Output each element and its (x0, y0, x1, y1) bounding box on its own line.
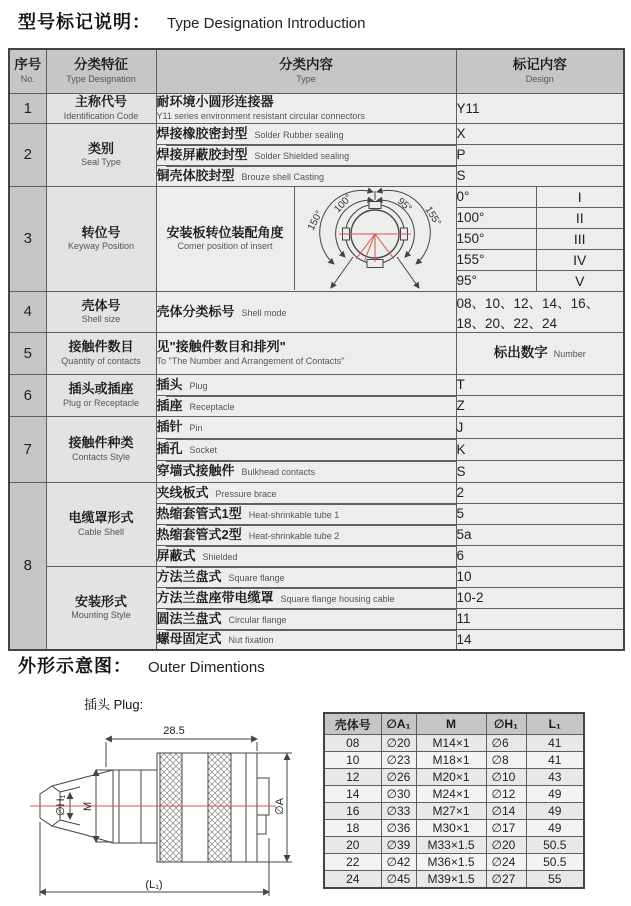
row-4-design: 08、10、12、14、16、 18、20、22、24 (456, 291, 624, 332)
angle-label-150: 150° (305, 208, 326, 233)
outer-dimensions-title (18, 652, 265, 678)
row-2-sub-0-design: X (456, 123, 624, 144)
row-4-feature: 壳体号 Shell size (46, 291, 156, 332)
row-8-g1-sub-2-design: 5a (456, 524, 624, 545)
dim-28-5: 28.5 (163, 725, 185, 737)
col-header-content: 分类内容 Type (156, 49, 456, 93)
row-6-sub-1-design: Z (456, 395, 624, 416)
page-title (18, 8, 365, 34)
dim-l1: (L₁) (145, 879, 163, 891)
row-8-g2-sub-3-design: 14 (456, 629, 624, 650)
dim-header-a1: ∅A₁ (381, 713, 416, 735)
dim-table-cell: 10 (324, 752, 381, 769)
row-1-design: Y11 (456, 93, 624, 123)
dim-table-row (324, 871, 584, 889)
col-header-no (9, 49, 46, 93)
row-3-angle-0: 0° (456, 186, 536, 207)
dim-table-cell: ∅20 (486, 837, 526, 854)
row-7-sub-0-content: 插针 Pin (156, 416, 456, 438)
row-2 (9, 123, 624, 144)
dim-table-cell: 08 (324, 735, 381, 752)
row-7 (9, 416, 624, 438)
row-2-feature: 类别 Seal Type (46, 123, 156, 186)
dim-table-cell: ∅30 (381, 786, 416, 803)
row-1-feature: 主称代号 Identification Code (46, 93, 156, 123)
dim-table-cell: M39×1.5 (416, 871, 486, 889)
row-8-g1-sub-3-content: 屏蔽式 Shielded (156, 545, 456, 566)
col-header-no-zh: 序号 (14, 57, 42, 73)
row-8-g2-sub-1-design: 10-2 (456, 587, 624, 608)
dim-table-cell: M33×1.5 (416, 837, 486, 854)
row-8 (9, 482, 624, 503)
row-8-g2-sub-2-design: 11 (456, 608, 624, 629)
dim-table-cell: M20×1 (416, 769, 486, 786)
label-m: M (82, 801, 94, 811)
dim-header-m: M (416, 713, 486, 735)
dim-table-cell: 43 (526, 769, 584, 786)
dim-table-cell: M14×1 (416, 735, 486, 752)
row-5-no: 5 (9, 332, 46, 374)
angle-label-95: 95° (394, 196, 414, 215)
row-8-g1-sub-1-content: 热缩套管式1型 Heat-shrinkable tube 1 (156, 503, 456, 524)
row-8-no: 8 (9, 482, 46, 650)
dim-table-cell: 49 (526, 786, 584, 803)
row-4 (9, 291, 624, 332)
type-designation-table (8, 48, 625, 651)
dim-table-cell: ∅20 (381, 735, 416, 752)
row-3 (9, 186, 624, 207)
row-7-sub-2-content: 穿墙式接触件 Bulkhead contacts (156, 460, 456, 482)
dim-table-cell: ∅12 (486, 786, 526, 803)
row-7-sub-2-design: S (456, 460, 624, 482)
row-8-g1-sub-0-content: 夹线板式 Pressure brace (156, 482, 456, 503)
dim-table-cell: M30×1 (416, 820, 486, 837)
row-3-angle-4: 95° (456, 270, 536, 291)
dim-table-cell: 18 (324, 820, 381, 837)
label-a: ∅A (274, 798, 286, 815)
row-6 (9, 374, 624, 395)
dim-header-h1: ∅H₁ (486, 713, 526, 735)
dim-table-body (324, 735, 584, 889)
shell-dimensions-table (323, 712, 585, 889)
dim-header-l1: L₁ (526, 713, 584, 735)
row-7-sub-1-content: 插孔 Socket (156, 438, 456, 460)
row-8-g2-sub-3-content: 螺母固定式 Nut fixation (156, 629, 456, 650)
row-5-feature: 接触件数目 Quantity of contacts (46, 332, 156, 374)
page-title-zh: 型号标记说明： (18, 12, 151, 32)
table-header-row (9, 49, 624, 93)
col-header-no-en: No. (20, 74, 35, 85)
outer-title-zh: 外形示意图： (18, 656, 132, 676)
dim-table-row (324, 752, 584, 769)
row-8-g1-sub-0-design: 2 (456, 482, 624, 503)
row-8-g2-sub-0-design: 10 (456, 566, 624, 587)
dim-table-cell: ∅42 (381, 854, 416, 871)
row-7-no: 7 (9, 416, 46, 482)
row-8-g2-sub-2-content: 圆法兰盘式 Circular flange (156, 608, 456, 629)
dim-table-row (324, 735, 584, 752)
dim-table-cell: ∅14 (486, 803, 526, 820)
dim-table-cell: 49 (526, 803, 584, 820)
dim-table-cell: 50.5 (526, 854, 584, 871)
dim-table-cell: ∅36 (381, 820, 416, 837)
dim-table-cell: ∅23 (381, 752, 416, 769)
row-5 (9, 332, 624, 374)
dim-table-cell: ∅10 (486, 769, 526, 786)
dim-table-cell: 55 (526, 871, 584, 889)
row-8-g2-sub-0-content: 方法兰盘式 Square flange (156, 566, 456, 587)
label-h1: ∅H₁ (55, 794, 67, 816)
dim-table-cell: 12 (324, 769, 381, 786)
dim-table-cell: 41 (526, 735, 584, 752)
row-2-sub-2-content: 铜壳体胶封型 Brouze shell Casting (156, 165, 456, 186)
row-8-sub (9, 566, 624, 587)
dim-header-shell: 壳体号 (324, 713, 381, 735)
row-8-g1-sub-3-design: 6 (456, 545, 624, 566)
dim-table-cell: M36×1.5 (416, 854, 486, 871)
dim-header-row (324, 713, 584, 735)
dim-table-row (324, 837, 584, 854)
row-3-no: 3 (9, 186, 46, 291)
row-3-roman-4: V (536, 270, 624, 291)
row-2-no: 2 (9, 123, 46, 186)
col-header-design: 标记内容 Design (456, 49, 624, 93)
row-3-angle-3: 155° (456, 249, 536, 270)
outer-title-en: Outer Dimentions (148, 659, 265, 676)
plug-label: 插头 Plug: (84, 697, 144, 712)
row-7-sub-0-design: J (456, 416, 624, 438)
keyway-diagram-svg (296, 187, 454, 290)
row-1 (9, 93, 624, 123)
row-3-angle-1: 100° (456, 207, 536, 228)
row-2-sub-0-content: 焊接橡胶密封型 Solder Rubber sealing (156, 123, 456, 144)
angle-label-100: 100° (332, 192, 355, 216)
plug-drawing (8, 712, 316, 906)
row-2-sub-1-content: 焊接屏蔽胶封型 Solder Shielded sealing (156, 144, 456, 165)
dim-table-cell: 49 (526, 820, 584, 837)
row-6-feature: 插头或插座 Plug or Receptacle (46, 374, 156, 416)
dim-table-cell: 24 (324, 871, 381, 889)
dim-table-cell: M27×1 (416, 803, 486, 820)
dim-table-cell: 50.5 (526, 837, 584, 854)
row-4-content: 壳体分类标号 Shell mode (156, 291, 456, 332)
dim-table-cell: ∅45 (381, 871, 416, 889)
dim-table-cell: ∅24 (486, 854, 526, 871)
dim-table-cell: 41 (526, 752, 584, 769)
dim-table-row (324, 854, 584, 871)
dim-table-cell: ∅6 (486, 735, 526, 752)
dim-table-cell: 16 (324, 803, 381, 820)
row-6-no: 6 (9, 374, 46, 416)
row-3-roman-1: II (536, 207, 624, 228)
row-8-g2-sub-1-content: 方法兰盘座带电缆罩 Square flange housing cable (156, 587, 456, 608)
dim-table-row (324, 769, 584, 786)
dim-table-row (324, 820, 584, 837)
row-3-feature: 转位号 Keyway Position (46, 186, 156, 291)
dim-table-cell: ∅27 (486, 871, 526, 889)
dim-table-cell: 22 (324, 854, 381, 871)
row-3-roman-0: I (536, 186, 624, 207)
row-8-feature-mounting-style: 安装形式 Mounting Style (46, 566, 156, 650)
dim-table-cell: ∅8 (486, 752, 526, 769)
row-3-angle-2: 150° (456, 228, 536, 249)
row-8-feature-cable-shell: 电缆罩形式 Cable Shell (46, 482, 156, 566)
row-6-sub-0-design: T (456, 374, 624, 395)
dim-table-cell: M18×1 (416, 752, 486, 769)
dim-table-row (324, 803, 584, 820)
dim-table-cell: ∅17 (486, 820, 526, 837)
dim-table-cell: 14 (324, 786, 381, 803)
dim-table-cell: 20 (324, 837, 381, 854)
row-7-feature: 接触件种类 Contacts Style (46, 416, 156, 482)
row-7-sub-1-design: K (456, 438, 624, 460)
row-5-content: 见"接触件数目和排列" To "The Number and Arrangement of Contacts" (156, 332, 456, 374)
dim-table-cell: ∅26 (381, 769, 416, 786)
row-3-roman-2: III (536, 228, 624, 249)
row-6-sub-1-content: 插座 Receptacle (156, 395, 456, 416)
row-8-g1-sub-1-design: 5 (456, 503, 624, 524)
dim-table-cell: ∅33 (381, 803, 416, 820)
row-6-sub-0-content: 插头 Plug (156, 374, 456, 395)
row-3-content (156, 186, 456, 291)
dim-table-row (324, 786, 584, 803)
keyway-diagram (295, 187, 456, 290)
col-header-feature: 分类特征 Type Designation (46, 49, 156, 93)
dim-table-cell: ∅39 (381, 837, 416, 854)
dim-table-cell: M24×1 (416, 786, 486, 803)
row-5-design: 标出数字 Number (456, 332, 624, 374)
row-1-no: 1 (9, 93, 46, 123)
row-1-content: 耐环境小圆形连接器 Y11 series environment resistant circular connectors (156, 93, 456, 123)
row-3-roman-3: IV (536, 249, 624, 270)
row-2-sub-2-design: S (456, 165, 624, 186)
row-4-no: 4 (9, 291, 46, 332)
angle-label-155: 155° (422, 204, 443, 229)
page-title-en: Type Designation Introduction (167, 15, 366, 32)
row-8-g1-sub-2-content: 热缩套管式2型 Heat-shrinkable tube 2 (156, 524, 456, 545)
row-3-content-text: 安装板转位装配角度 Comer position of insert (157, 187, 295, 290)
row-2-sub-1-design: P (456, 144, 624, 165)
